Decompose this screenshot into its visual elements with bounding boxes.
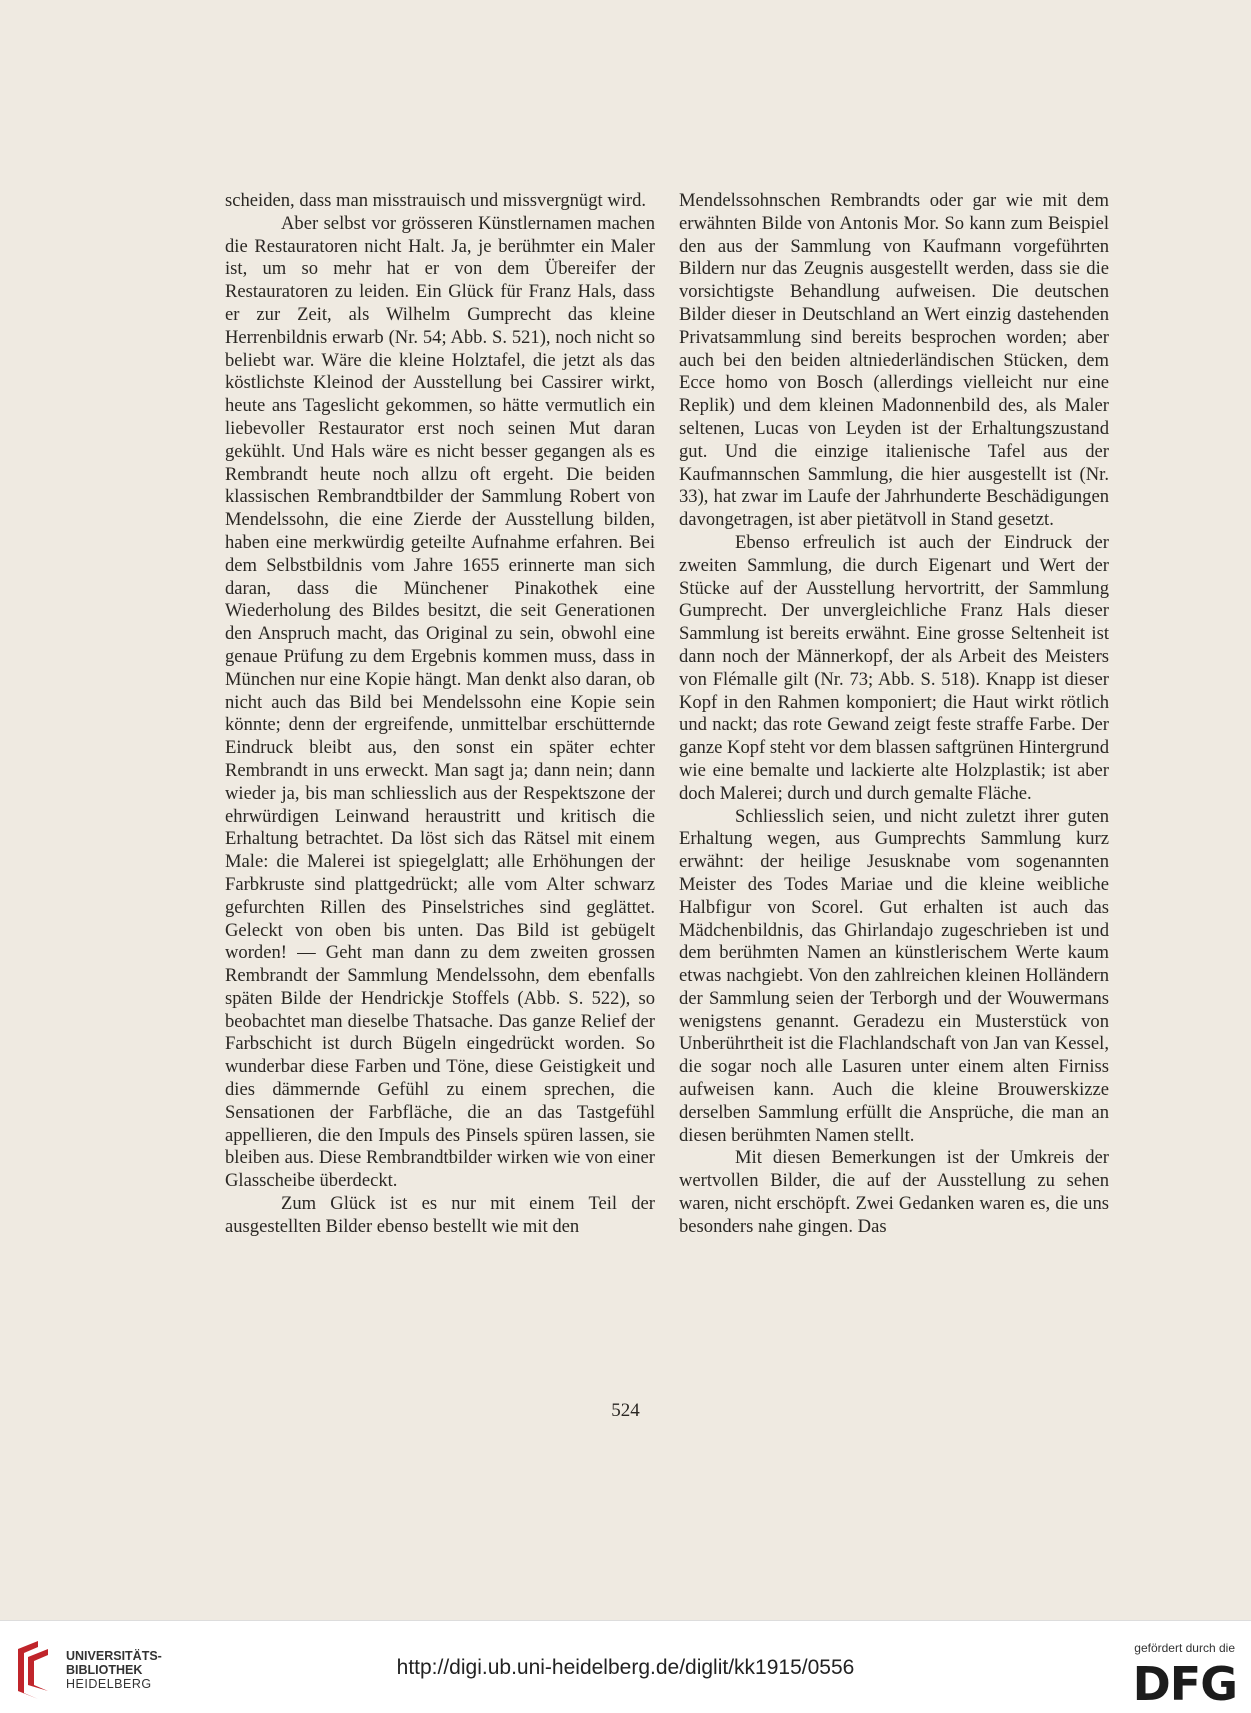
paragraph: Mendelssohnschen Rembrandts oder gar wie mit dem erwähnten Bilde von Antonis Mor. So kann zum Beispiel den aus der Sammlung von Kaufmann vorgeführten Bildern nur das Zeugnis ausgestellt werden, dass sie die vorsichtigste Behandlung aufweisen. Die deutschen Bilder dieser in Deutschland an Wert einzig dastehenden Privatsammlung sind bereits besprochen worden; aber auch bei den beiden altniederländischen Stücken, dem Ecce homo von Bosch (allerdings vielleicht nur eine Replik) und dem kleinen Madonnenbild des, als Maler seltenen, Lucas von Leyden ist der Erhaltungszustand gut. Und die einzige italienische Tafel aus der Kaufmannschen Sammlung, die hier ausgestellt ist (Nr. 33), hat zwar im Laufe der Jahrhunderte Beschädigungen davongetragen, ist aber pietätvoll in Stand gesetzt. bbox=[679, 190, 1109, 531]
paragraph: Ebenso erfreulich ist auch der Eindruck der zweiten Sammlung, die durch Eigenart und Wert der Stücke auf der Ausstellung hervortritt, der Sammlung Gumprecht. Der unvergleichliche Franz Hals dieser Sammlung ist bereits erwähnt. Eine grosse Seltenheit ist dann noch der Männerkopf, der als Arbeit des Meisters von Flémalle gilt (Nr. 73; Abb. S. 518). Knapp ist dieser Kopf in den Rahmen komponiert; die Haut wirkt rötlich und nackt; das rote Gewand zeigt feste straffe Farbe. Der ganze Kopf steht vor dem blassen saftgrünen Hintergrund wie eine bemalte und lackierte alte Holzplastik; ist aber doch Malerei; durch und durch gemalte Fläche. bbox=[679, 531, 1109, 804]
text-column-left bbox=[225, 190, 655, 1239]
paragraph: Mit diesen Bemerkungen ist der Umkreis der wertvollen Bilder, die auf der Ausstellung zu sehen waren, nicht erschöpft. Zwei Gedanken waren es, die uns besonders nahe gingen. Das bbox=[679, 1147, 1109, 1237]
paragraph: Zum Glück ist es nur mit einem Teil der ausgestellten Bilder ebenso bestellt wie mit den bbox=[225, 1193, 655, 1237]
library-name[interactable]: UNIVERSITÄTS- BIBLIOTHEK HEIDELBERG bbox=[66, 1649, 162, 1691]
dfg-logo[interactable]: DFG bbox=[1132, 1657, 1237, 1711]
paragraph: Aber selbst vor grösseren Künstlernamen machen die Restauratoren nicht Halt. Ja, je berühmter ein Maler ist, um so mehr hat er von dem Übereifer der Restauratoren zu leiden. Ein Glück für Franz Hals, dass er zur Zeit, als Wilhelm Gumprecht das kleine Herrenbildnis erwarb (Nr. 54; Abb. S. 521), noch nicht so beliebt war. Wäre die kleine Holztafel, die jetzt als das köstlichste Kleinod der Ausstellung bei Cassirer wirkt, heute ans Tageslicht gekommen, so hätte vermutlich ein liebevoller Restaurator erst noch seinen Mut daran gekühlt. Und Hals wäre es nicht besser gegangen als es Rembrandt heute noch allzu oft ergeht. Die beiden klassischen Rembrandtbilder der Sammlung Robert von Mendelssohn, die eine Zierde der Ausstellung bilden, haben eine merkwürdig geteilte Aufnahme erfahren. Bei dem Selbstbildnis vom Jahre 1655 erinnerte man sich daran, dass die Münchener Pinakothek eine Wiederholung des Bildes besitzt, die seit Generationen den Anspruch macht, das Original zu sein, obwohl eine genaue Prüfung zu dem Ergebnis kommen muss, dass in München nur eine Kopie hängt. Man denkt also daran, ob nicht auch das Bild bei Mendelssohn eine Kopie sein könnte; denn der ergreifende, unmittelbar erschütternde Eindruck bleibt aus, den sonst ein später echter Rembrandt in uns erweckt. Man sagt ja; dann nein; dann wieder ja, bis man schliesslich aus der Respektszone der ehrwürdigen Leinwand heraustritt und kritisch die Erhaltung betrachtet. Da löst sich das Rätsel mit einem Male: die Malerei ist spiegelglatt; alle Erhöhungen der Farbkruste sind plattgedrückt; alle vom Alter schwarz gefurchten Rillen des Pinselstriches sind geglättet. Geleckt von oben bis unten. Das Bild ist gebügelt worden! — Geht man dann zu dem zweiten grossen Rembrandt der Sammlung Mendelssohn, dem ebenfalls späten Bilde der Hendrickje Stoffels (Abb. S. 522), so beobachtet man dieselbe Thatsache. Das ganze Relief der Farbschicht ist durch Bügeln eingedrückt worden. So wunderbar diese Farben und Töne, diese Geistigkeit und dies dämmernde Gefühl zu einem sprechen, die Sensationen der Farbfläche, die an das Tastgefühl appellieren, die den Impuls des Pinsels spüren lassen, sie bleiben aus. Diese Rembrandtbilder wirken wie von einer Glasscheibe überdeckt. bbox=[225, 212, 655, 1192]
text-column-right bbox=[679, 190, 1109, 1239]
footer-bar bbox=[0, 1620, 1251, 1713]
paragraph: scheiden, dass man misstrauisch und missvergnügt wird. bbox=[225, 190, 647, 211]
paragraph: Schliesslich seien, und nicht zuletzt ihrer guten Erhaltung wegen, aus Gumprechts Sammlung kurz erwähnt: der heilige Jesusknabe vom sogenannten Meister des Todes Mariae und die kleine weibliche Halbfigur von Scorel. Gut erhalten ist auch das Mädchenbildnis, das Ghirlandajo zugeschrieben ist und dem berühmten Namen an künstlerischem Werte kaum etwas nachgiebt. Von den zahlreichen kleinen Holländern der Sammlung seien der Terborgh und der Wouwermans wenigstens genannt. Geradezu ein Musterstück von Unberührtheit ist die Flachlandschaft von Jan van Kessel, die sogar noch alle Lasuren unter einem alten Firniss aufweisen kann. Auch die kleine Brouwerskizze derselben Sammlung erfüllt die Ansprüche, die man an diesen berühmten Namen stellt. bbox=[679, 805, 1109, 1146]
page-number: 524 bbox=[611, 1400, 640, 1421]
document-url-link[interactable]: http://digi.ub.uni-heidelberg.de/diglit/kk1915/0556 bbox=[396, 1656, 855, 1679]
funder-label: gefördert durch die bbox=[1134, 1641, 1235, 1655]
